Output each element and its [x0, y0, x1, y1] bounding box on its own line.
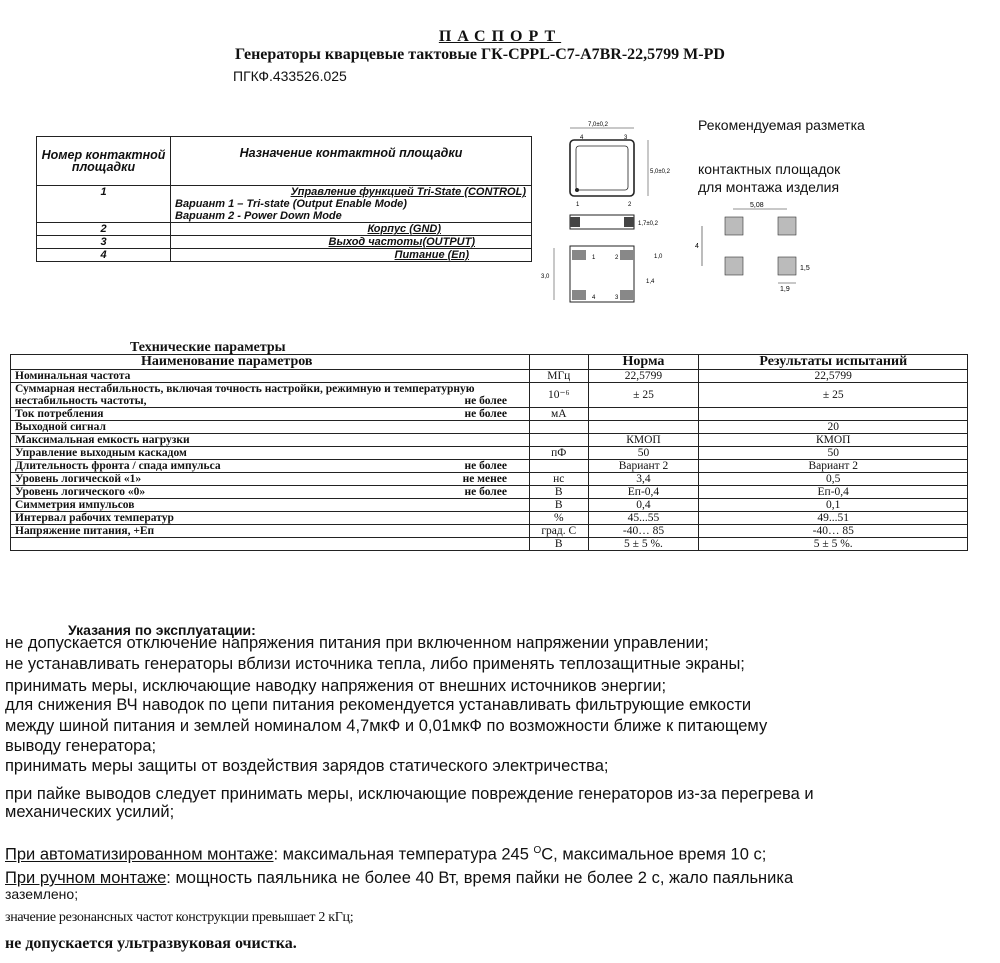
table-row: [37, 249, 532, 262]
dim-height-label: 5,0±0,2: [650, 169, 670, 175]
param-name-text: Уровень логического «0»: [15, 486, 146, 498]
param-name-text: Симметрия импульсов: [15, 499, 135, 511]
param-name-text: Ток потребления: [15, 408, 104, 420]
instruction-line: выводу генератора;: [5, 737, 157, 755]
dim-thickness-label: 1,7±0,2: [638, 221, 658, 227]
param-norm: 22,5799: [588, 370, 699, 383]
param-unit: мА: [529, 408, 588, 421]
param-name-text: Напряжение питания, +Еп: [15, 525, 155, 537]
param-result: Вариант 2: [699, 460, 968, 473]
instruction-line: принимать меры, исключающие наводку напряжения от внешних источников энергии;: [5, 677, 667, 695]
pin-label: 2: [628, 202, 632, 208]
param-condition: не более: [464, 408, 507, 420]
pin-number-header: Номер контактной площадки: [37, 137, 171, 186]
param-norm: 3,4: [588, 473, 699, 486]
pin-purpose-line: Питание (En): [171, 249, 532, 262]
pin-label: 4: [580, 135, 584, 141]
param-result: 0,1: [699, 499, 968, 512]
param-name: [11, 525, 530, 538]
param-unit: В: [529, 499, 588, 512]
param-unit: пФ: [529, 447, 588, 460]
param-condition: не менее: [462, 473, 507, 485]
param-name: [11, 486, 530, 499]
table-row: [11, 370, 968, 383]
param-name-text: Номинальная частота: [15, 370, 131, 382]
auto-mount-text: С, максимальное время 10 с;: [541, 845, 767, 864]
pin-table: [36, 136, 532, 262]
ultrasound-line: не допускается ультразвуковая очистка.: [5, 935, 297, 952]
degree-mark: О: [533, 845, 542, 856]
instruction-line: принимать меры защиты от воздействия зарядов статического электричества;: [5, 757, 609, 775]
table-row: [11, 499, 968, 512]
table-row: [11, 512, 968, 525]
param-unit: [529, 421, 588, 434]
param-name-text: Выходной сигнал: [15, 421, 106, 433]
param-unit: %: [529, 512, 588, 525]
auto-mount-line: [5, 845, 766, 865]
resonance-line: значение резонансных частот конструкции превышает 2 кГц;: [5, 910, 354, 925]
pin-purpose: [171, 186, 532, 223]
dim-pad-width-label: 1,4: [646, 279, 655, 285]
param-name-text: Суммарная нестабильность, включая точность настройки, режимную и температурную нестабильность частоты,: [15, 383, 475, 407]
manual-mount-label: При ручном монтаже: [5, 869, 167, 887]
table-row: [11, 434, 968, 447]
footprint-height-label: 4: [695, 243, 699, 250]
param-result: [699, 408, 968, 421]
pin-purpose-line: Корпус (GND): [171, 223, 532, 236]
param-norm: КМОП: [588, 434, 699, 447]
instructions-title: Указания по эксплуатации:: [68, 622, 256, 638]
footprint-pad-width-label: 1,9: [780, 286, 790, 293]
param-result: -40… 85: [699, 525, 968, 538]
param-norm: Еп-0,4: [588, 486, 699, 499]
dim-side-label: 3,0: [541, 274, 550, 280]
param-result: 0,5: [699, 473, 968, 486]
pin-label: 3: [624, 135, 628, 141]
document-title: ПАСПОРТ: [438, 28, 562, 45]
params-name-header: Наименование параметров: [11, 355, 530, 370]
table-row: [11, 460, 968, 473]
param-unit: [529, 434, 588, 447]
pin-table-header: [37, 137, 532, 186]
param-name-text: Длительность фронта / спада импульса: [15, 460, 221, 472]
param-name: [11, 447, 530, 460]
param-norm: 50: [588, 447, 699, 460]
param-name: [11, 434, 530, 447]
table-row: [11, 473, 968, 486]
pin-number: 2: [37, 223, 171, 236]
recommend-line: для монтажа изделия: [698, 179, 840, 195]
param-condition: не более: [464, 395, 507, 407]
pin-purpose-line: Вариант 1 – Tri-state (Output Enable Mode): [175, 198, 407, 210]
document-subtitle: Генераторы кварцевые тактовые ГК-CPPL-C7-A7BR-22,5799 M-PD: [235, 46, 725, 63]
param-condition: не более: [464, 460, 507, 472]
table-row: [11, 447, 968, 460]
param-result: 20: [699, 421, 968, 434]
table-row: [37, 223, 532, 236]
recommend-line: контактных площадок: [698, 161, 841, 177]
pin-label: 1: [576, 202, 580, 208]
param-name: [11, 499, 530, 512]
pin-number: 4: [37, 249, 171, 262]
footprint-drawing: [690, 195, 810, 295]
param-name: [11, 538, 530, 551]
pin-number: 1: [37, 186, 171, 223]
param-unit: нс: [529, 473, 588, 486]
param-unit: МГц: [529, 370, 588, 383]
param-norm: 0,4: [588, 499, 699, 512]
param-name-text: Интервал рабочих температур: [15, 512, 174, 524]
footprint-width-label: 5,08: [750, 202, 764, 209]
params-result-header: Результаты испытаний: [699, 355, 968, 370]
auto-mount-label: При автоматизированном монтаже: [5, 845, 274, 864]
param-result: КМОП: [699, 434, 968, 447]
instruction-line: между шиной питания и землей номиналом 4,7мкФ и 0,01мкФ по возможности ближе к питающему: [5, 717, 768, 735]
manual-mount-text: : мощность паяльника не более 40 Вт, время пайки не более 2 с, жало паяльника: [166, 869, 794, 887]
pin-purpose-header: Назначение контактной площадки: [171, 137, 532, 186]
param-name: [11, 408, 530, 421]
pin-label: 4: [592, 295, 596, 301]
param-unit: [529, 460, 588, 473]
footprint-pad-label: 1,5: [800, 265, 810, 272]
manual-mount-line: [5, 869, 793, 888]
param-unit: 10⁻⁶: [529, 383, 588, 408]
param-norm: 5 ± 5 %.: [588, 538, 699, 551]
param-name-text: Управление выходным каскадом: [15, 447, 187, 459]
param-result: ± 25: [699, 383, 968, 408]
pin-number: 3: [37, 236, 171, 249]
table-row: [11, 538, 968, 551]
param-norm: [588, 408, 699, 421]
pin-label: 1: [592, 255, 596, 261]
tech-title: Технические параметры: [130, 340, 286, 355]
auto-mount-text: : максимальная температура 245: [273, 845, 534, 864]
manual-mount-line-2: заземлено;: [5, 886, 79, 902]
param-result: Еп-0,4: [699, 486, 968, 499]
instruction-line: для снижения ВЧ наводок по цепи питания рекомендуется устанавливать фильтрующие емкости: [5, 696, 752, 714]
package-drawing: [536, 118, 676, 308]
table-row: [11, 486, 968, 499]
params-header: [11, 355, 968, 370]
pin-purpose-line: Вариант 2 - Power Down Mode: [175, 210, 342, 222]
param-norm: Вариант 2: [588, 460, 699, 473]
pin-purpose-line: Управление функцией Tri-State (CONTROL): [290, 186, 526, 198]
param-name-text: Уровень логической «1»: [15, 473, 142, 485]
param-name: [11, 383, 530, 408]
param-result: 49...51: [699, 512, 968, 525]
param-result: 5 ± 5 %.: [699, 538, 968, 551]
param-norm: 45...55: [588, 512, 699, 525]
pin-purpose-line: Выход частоты(OUTPUT): [171, 236, 532, 249]
table-row: [11, 383, 968, 408]
param-unit: град. С: [529, 525, 588, 538]
instruction-line: не допускается отключение напряжения питания при включенном напряжении управлении;: [5, 634, 709, 652]
param-name: [11, 512, 530, 525]
param-condition: не более: [464, 486, 507, 498]
table-row: [37, 186, 532, 223]
param-unit: В: [529, 486, 588, 499]
param-unit: В: [529, 538, 588, 551]
param-result: 50: [699, 447, 968, 460]
params-table: [10, 354, 968, 551]
param-name: [11, 421, 530, 434]
recommend-line: Рекомендуемая разметка: [698, 117, 865, 133]
param-name: [11, 370, 530, 383]
table-row: [11, 421, 968, 434]
params-norm-header: Норма: [588, 355, 699, 370]
param-norm: [588, 421, 699, 434]
pin-label: 3: [615, 295, 619, 301]
dim-width-label: 7,0±0,2: [588, 122, 608, 128]
instruction-line: механических усилий;: [5, 803, 175, 821]
param-name: [11, 460, 530, 473]
param-name: [11, 473, 530, 486]
table-row: [37, 236, 532, 249]
param-norm: ± 25: [588, 383, 699, 408]
table-row: [11, 525, 968, 538]
document-code: ПГКФ.433526.025: [233, 68, 347, 84]
dim-pad-height-label: 1,0: [654, 254, 663, 260]
instruction-line: при пайке выводов следует принимать меры, исключающие повреждение генераторов из-за перегрева и: [5, 785, 814, 803]
param-name-text: Максимальная емкость нагрузки: [15, 434, 190, 446]
param-norm: -40… 85: [588, 525, 699, 538]
pin-label: 2: [615, 255, 619, 261]
instruction-line: не устанавливать генераторы вблизи источника тепла, либо применять теплозащитные экраны;: [5, 655, 745, 673]
param-result: 22,5799: [699, 370, 968, 383]
table-row: [11, 408, 968, 421]
